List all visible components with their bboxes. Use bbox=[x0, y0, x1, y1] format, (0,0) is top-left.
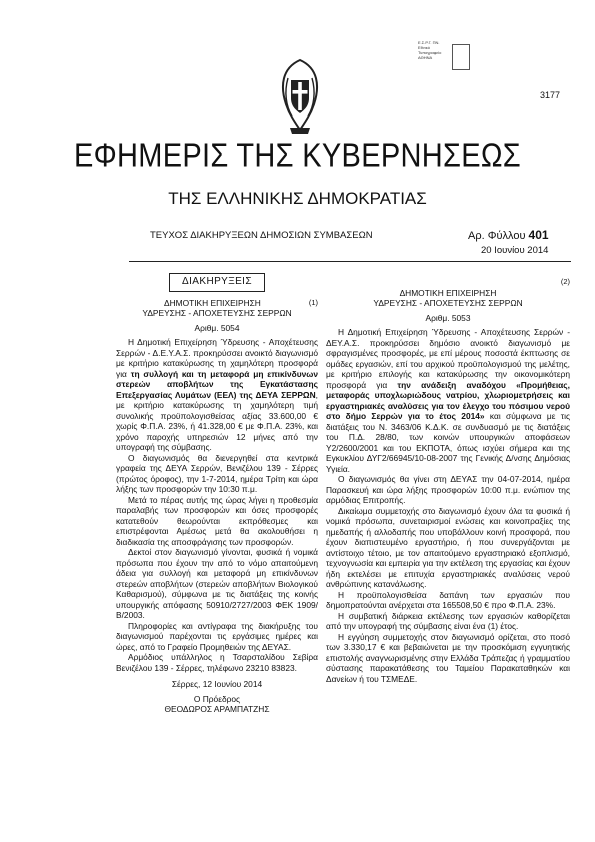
paragraph-text: , με κριτήριο κατακύρωσης τη χαμηλότερη τιμή συνολικής προϋπολογισθείσας αξίας 33.600,00 € χωρίς Φ.Π.Α. 23%, ή 41.328,00 € με Φ.Π.Α. 23%, και χρόνο παροχής υπηρεσιών 12 μήνες από την υπογραφή της σύμβασης. bbox=[116, 389, 318, 452]
stamp-line: Εθνικό bbox=[418, 45, 430, 50]
issue-series: ΤΕΥΧΟΣ ΔΙΑΚΗΡΥΞΕΩΝ ΔΗΜΟΣΙΩΝ ΣΥΜΒΑΣΕΩΝ bbox=[150, 230, 373, 241]
section-heading: ΔΙΑΚΗΡΥΞΕΙΣ bbox=[169, 273, 265, 292]
issue-number: 401 bbox=[528, 228, 549, 242]
notice-paragraph: Δικαίωμα συμμετοχής στο διαγωνισμό έχουν όλα τα φυσικά ή νομικά πρόσωπα, συνεταιρισμοί ενώσεις και κοινοπραξίες της ημεδαπής ή αλλοδαπής που υποβάλλουν κοινή προσφορά, που έχουν διαπιστευμένο εργαστήριο, ή που συνεργάζονται με αντίστοιχο τέτοιο, με τον απαιτούμενο εργαστηριακό εξοπλισμό, τεχνογνωσία και εμπειρία για την εκτέλεση της εργασίας και έχουν ήδη εκτελέσει με επιτυχία εργαστηριακές αναλύσεις νερού ανθρώπινης κατανάλωσης. bbox=[326, 505, 570, 589]
stamp-line: Τυπογραφείο bbox=[418, 50, 442, 55]
header-divider bbox=[129, 261, 571, 262]
signature-place-date: Σέρρες, 12 Ιουνίου 2014 bbox=[171, 679, 263, 689]
notice-ref: (2) bbox=[560, 277, 570, 286]
issue-number-line bbox=[468, 228, 549, 242]
notice-org-sub: ΥΔΡΕΥΣΗΣ - ΑΠΟΧΕΤΕΥΣΗΣ ΣΕΡΡΩΝ bbox=[373, 298, 523, 308]
notice-ref: (1) bbox=[308, 297, 318, 307]
notice-paragraph: Πληροφορίες και αντίγραφα της διακήρυξης του διαγωνισμού παρέχονται τις εργάσιμες ημέρες και ώρες, από το Γραφείο Προμηθειών της ΔΕΥΑΣ. bbox=[116, 620, 318, 652]
greek-coat-of-arms-icon bbox=[278, 58, 322, 136]
notice-1 bbox=[116, 298, 318, 715]
paragraph-bold-text: την ανάδειξη αναδόχου «Προμήθειας, μεταφοράς υποχλωριώδους νατρίου, χλωριομετρήσεις και εργαστηριακές αναλύσεις για τον έλεγχο του πόσιμου νερού στο δήμο Σερρών για το έτος 2014» bbox=[326, 379, 570, 421]
signature-role: Ο Πρόεδρος bbox=[193, 693, 241, 704]
notice-paragraph: Μετά το πέρας αυτής της ώρας λήγει η προθεσμία παραλαβής των προσφορών και όσες προσφορές κατατεθούν θεωρούνται εκπρόθεσμες και επιστρέφονται Αμέσως μετά θα ακολουθήσει η διαδικασία της αποσφράγισης των προσφορών. bbox=[116, 494, 318, 547]
paragraph-text: Η Δημοτική Επιχείρηση Ύδρευσης - Αποχέτευσης Σερρών - ΔΕΥ.Α.Σ. προκηρύσσει δημόσιο ανοικτό διαγωνισμό με σφραγισμένες προσφορές, με επί μέρους ποσοστά έκπτωσης σε ομάδες εργασιών, επί του αρχικού προϋπολογισμού της μελέτης, με κριτήριο επιλογής και κατακύρωσης την οικονομικότερη προσφορά για bbox=[326, 327, 570, 390]
notice-number: Αριθμ. 5053 bbox=[425, 312, 471, 323]
notice-paragraph: Δεκτοί στον διαγωνισμό γίνονται, φυσικά ή νομικά πρόσωπα που έχουν την από το νόμο απαιτούμενη άδεια για συλλογή και μεταφορά μη επικίνδυνων στερεών αποβλήτων (στερεών αποβλήτων Βιολογικού Καθαρισμού), σύμφωνα με τις διατάξεις της κοινής υπουργικής απόφασης 50910/2727/2003 ΦΕΚ 1909/Β/2003. bbox=[116, 547, 318, 620]
notice-paragraph: Η συμβατική διάρκεια εκτέλεσης των εργασιών καθορίζεται από την υπογραφή της σύμβασης είναι ένα (1) έτος. bbox=[326, 610, 570, 631]
paragraph-bold-text: τη συλλογή και τη μεταφορά μη επικίνδυνων στερεών αποβλήτων της Εγκατάστασης Επεξεργασίας Λυμάτων (ΕΕΛ) της ΔΕΥΑ ΣΕΡΡΩΝ bbox=[116, 368, 318, 400]
printing-stamp bbox=[418, 40, 470, 78]
gazette-title: ΕΦΗΜΕΡΙΣ ΤΗΣ ΚΥΒΕΡΝΗΣΕΩΣ bbox=[73, 137, 522, 175]
notice-paragraph: Η εγγύηση συμμετοχής στον διαγωνισμό ορίζεται, στο ποσό των 3.330,17 € και βεβαιώνεται με την προσκόμιση εγγυητικής επιστολής αναγνωρισμένης στην Ελλάδα Τράπεζας ή γραμματίου σύστασης παρακατάθεσης του Ταμείου Παρακαταθηκών και Δανείων ή του ΤΣΜΕΔΕ. bbox=[326, 631, 570, 684]
notice-paragraph bbox=[116, 337, 318, 453]
notice-paragraph: Ο διαγωνισμός θα διενεργηθεί στα κεντρικά γραφεία της ΔΕΥΑ Σερρών, Βενιζέλου 139 - Σέρρες (πρώτος όροφος), την 1-7-2014, ημέρα Τρίτη και ώρα λήξης των προσφορών την 10:30 π.μ. bbox=[116, 452, 318, 494]
section-heading-box bbox=[116, 273, 318, 292]
stamp-line: Ε.Σ.Ρ.Γ. ΠΝ. bbox=[418, 40, 440, 45]
gazette-subtitle: ΤΗΣ ΕΛΛΗΝΙΚΗΣ ΔΗΜΟΚΡΑΤΙΑΣ bbox=[168, 189, 427, 208]
notice-paragraph bbox=[326, 327, 570, 474]
paragraph-text: και σύμφωνα με τις διατάξεις του Ν. 3463/06 Κ.Δ.Κ. σε συνδυασμό με τις διατάξεις του Π.Δ. 28/80, των κοινών υπουργικών αποφάσεων Υ2/2600/2001 και του ΕΚΠΟΤΑ, όπως ισχύει σήμερα και της Εγκυκλίου ΔΥΓ2/66945/10-08-2007 της Γενικής Δ/νσης Δημόσιας Υγιεία. bbox=[326, 411, 570, 474]
notice-org-sub: ΥΔΡΕΥΣΗΣ - ΑΠΟΧΕΤΕΥΣΗΣ ΣΕΡΡΩΝ bbox=[142, 308, 292, 318]
issue-label: Αρ. Φύλλου bbox=[468, 230, 526, 242]
page-number: 3177 bbox=[540, 90, 561, 100]
stamp-line: ΑΘΗΝΑ bbox=[418, 55, 433, 60]
stamp-box bbox=[452, 44, 470, 70]
issue-date: 20 Ιουνίου 2014 bbox=[481, 245, 549, 256]
notice-2 bbox=[326, 277, 570, 684]
notice-paragraph: Ο διαγωνισμός θα γίνει στη ΔΕΥΑΣ την 04-07-2014, ημέρα Παρασκευή και ώρα λήξης προσφορών 10:00 π.μ. ενώπιον της αρμόδιας Επιτροπής. bbox=[326, 474, 570, 505]
notice-number: Αριθμ. 5054 bbox=[194, 322, 240, 333]
notice-paragraph: Η προϋπολογισθείσα δαπάνη των εργασιών που δημοπρατούνται ανέρχεται στα 165508,50 € προ Φ.Π.Α. 23%. bbox=[326, 589, 570, 610]
paragraph-text: Η Δημοτική Επιχείρηση Ύδρευσης - Αποχέτευσης Σερρών - Δ.Ε.Υ.Α.Σ. προκηρύσσει ανοικτό διαγωνισμό με κριτήριο κατακύρωσης τη χαμηλότερη προσφορά για bbox=[116, 337, 318, 379]
signature-name: ΘΕΟΔΩΡΟΣ ΑΡΑΜΠΑΤΖΗΣ bbox=[164, 704, 270, 714]
column-right bbox=[326, 277, 570, 684]
column-left bbox=[116, 273, 318, 715]
notice-paragraph: Αρμόδιος υπάλληλος η Τσαρσταλίδου Σεβίρα Βενιζέλου 139 - Σέρρες, τηλέφωνο 23210 83823. bbox=[116, 652, 318, 673]
notice-org: ΔΗΜΟΤΙΚΗ ΕΠΙΧΕΙΡΗΣΗ bbox=[399, 287, 497, 298]
notice-org: ΔΗΜΟΤΙΚΗ ΕΠΙΧΕΙΡΗΣΗ bbox=[163, 297, 261, 308]
